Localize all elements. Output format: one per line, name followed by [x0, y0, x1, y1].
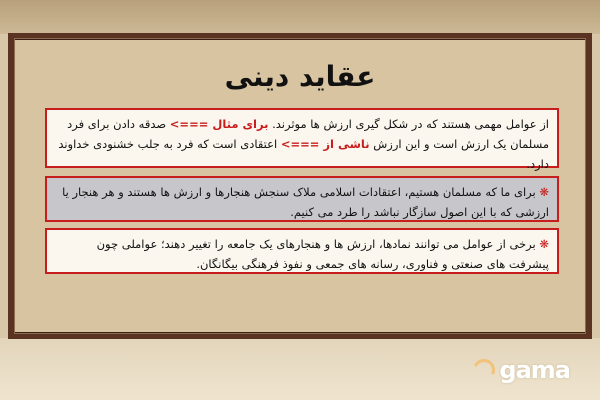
background-top-band — [0, 0, 600, 34]
content-box-2 — [45, 176, 559, 222]
bullet-icon: ❋ — [539, 237, 549, 251]
box2-text: برای ما که مسلمان هستیم، اعتقادات اسلامی ملاک سنجش هنجارها و ارزش ها هستند و هر هنجار یا ارزشی که با این اصول سازگار نباشد را طرد می کنیم. — [62, 185, 549, 219]
bullet-icon: ❋ — [539, 185, 549, 199]
box1-highlight-example: برای مثال ===> — [169, 117, 269, 131]
content-box-1 — [45, 108, 559, 171]
box1-text-c: اعتقادی است که فرد به جلب خشنودی خداوند دارد. — [58, 137, 549, 171]
box1-text-a: از عوامل مهمی هستند که در شکل گیری ارزش ها موثرند. — [268, 117, 549, 131]
box3-text: برخی از عوامل می توانند نمادها، ارزش ها و هنجارهای یک جامعه را تغییر دهند؛ عواملی چون پیشرفت های صنعتی و فناوری، رسانه های جمعی و نفوذ فرهنگی بیگانگان. — [96, 237, 549, 271]
content-box-3 — [45, 228, 559, 274]
logo-text: gama — [499, 356, 570, 384]
box1-highlight-origin: ناشی از ===> — [280, 137, 370, 151]
arc-icon — [470, 356, 498, 384]
box1-text-b: صدقه دادن برای فرد مسلمان یک ارزش است و این ارزش — [67, 117, 549, 151]
slide-title: عقاید دینی — [224, 60, 376, 93]
brand-logo — [473, 358, 570, 382]
